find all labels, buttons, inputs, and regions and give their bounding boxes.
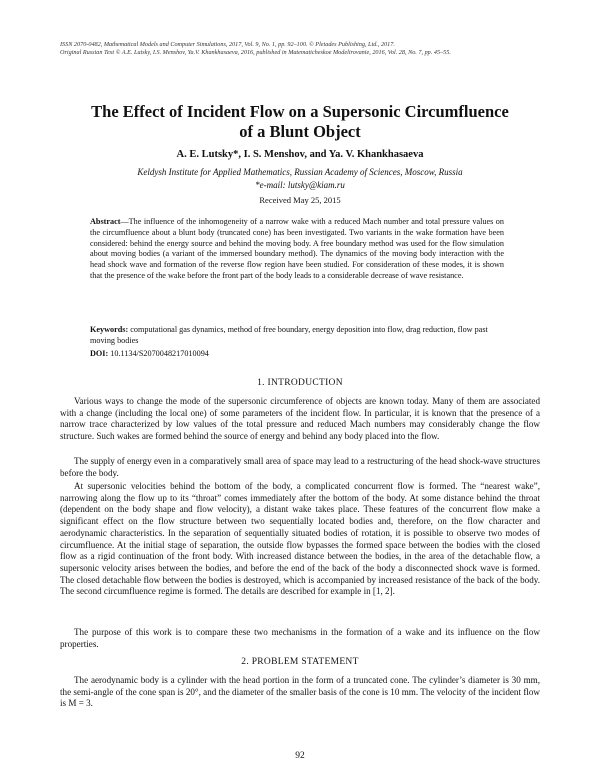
intro-paragraph: At supersonic velocities behind the bottom of the body, a complicated concurrent flow is formed. The “nearest wake”, narrowing along the flow up to its “throat” comes immediately after the bottom of the body. At some distance behind the throat (dependent on the body shape and flow velocity), a distant wake takes place. These features of the concurrent flow make a significant effect on the flow structure between two sequentially located bodies and, therefore, on the flow character and aerodynamic characteristics. In the separation of sequentially situated bodies of rotation, it is possible to observe two modes of circumfluence. At the initial stage of separation, the outside flow bypasses the formed space between the bodies with the closed flow as a rigid continuation of the front body. With increased distance between the bodies, in the area of the detachable flow, a supersonic velocity arises between the bodies, and before the end of the back of the body a disconnected shock wave is formed. The closed detachable flow between the bodies is destroyed, which is accompanied by increased resistance of the back of the body. The second circumfluence regime is formed. The details are described for example in [1, 2]. bbox=[60, 481, 540, 597]
paper-title bbox=[40, 102, 560, 142]
intro-paragraph: The supply of energy even in a comparatively small area of space may lead to a restructuring of the head shock-wave structures before the body. bbox=[60, 456, 540, 478]
problem-paragraph: The aerodynamic body is a cylinder with the head portion in the form of a truncated cone. The cylinder’s diameter is 30 mm, the semi-angle of the cone span is 20°, and the diameter of the smaller basis of the cone is 10 mm. The velocity of the incident flow is M = 3. bbox=[60, 675, 540, 709]
abstract-text: —The influence of the inhomogeneity of a narrow wake with a reduced Mach number and total pressure values on the circumfluence about a blunt body (truncated cone) has been investigated. Two variants in the wake formation have been considered: behind the energy source and behind the moving body. A free boundary method was used for the flow simulation about moving bodies (a variant of the immersed boundary method). The dynamics of the moving body interaction with the head shock wave and formation of the reverse flow region have been studied. For consideration of these modes, it is shown that the presence of the wake before the front part of the body leads to a considerable decrease of wave resistance. bbox=[90, 217, 504, 280]
section-heading-problem-statement: 2. PROBLEM STATEMENT bbox=[241, 657, 359, 667]
keywords bbox=[90, 325, 504, 347]
page-number: 92 bbox=[295, 751, 305, 761]
doi-label: DOI: bbox=[90, 349, 109, 358]
title-line1: The Effect of Incident Flow on a Supersonic Circumfluence bbox=[91, 102, 509, 121]
title-line2: of a Blunt Object bbox=[239, 122, 361, 141]
journal-header-line1: ISSN 2070-0482, Mathematical Models and Computer Simulations, 2017, Vol. 9, No. 1, pp. 92–100. © Pleiades Publishing, Ltd., 2017. bbox=[60, 41, 395, 48]
keywords-text: computational gas dynamics, method of free boundary, energy deposition into flow, drag reduction, flow past moving bodies bbox=[90, 325, 488, 345]
affiliation: Keldysh Institute for Applied Mathematics, Russian Academy of Sciences, Moscow, Russia bbox=[137, 167, 463, 177]
journal-header-line2: Original Russian Text © A.E. Lutsky, I.S. Menshov, Ya.V. Khankhasaeva, 2016, published in Matematicheskoe Modelirovanie, 2016, Vol. 28, No. 7, pp. 45–55. bbox=[60, 49, 451, 56]
abstract bbox=[90, 217, 504, 282]
intro-paragraph: The purpose of this work is to compare these two mechanisms in the formation of a wake and its influence on the flow properties. bbox=[60, 627, 540, 649]
received-date: Received May 25, 2015 bbox=[259, 195, 341, 205]
abstract-label: Abstract bbox=[90, 217, 121, 226]
doi bbox=[90, 349, 504, 358]
section-heading-introduction: 1. INTRODUCTION bbox=[257, 378, 343, 388]
keywords-label: Keywords: bbox=[90, 325, 129, 334]
intro-paragraph: Various ways to change the mode of the supersonic circumference of objects are known today. Many of them are associated with a change (including the local one) of some parameters of the incident flow. In particular, it is known that the presence of a narrow trace characterized by low values of the total pressure and reduced Mach numbers may considerably change the flow structure. Such wakes are formed behind the source of energy and behind any body placed into the flow. bbox=[60, 396, 540, 442]
doi-value: 10.1134/S2070048217010094 bbox=[108, 349, 209, 358]
contact-email: *e-mail: lutsky@kiam.ru bbox=[255, 180, 345, 190]
author-list: A. E. Lutsky*, I. S. Menshov, and Ya. V. Khankhasaeva bbox=[176, 149, 424, 160]
